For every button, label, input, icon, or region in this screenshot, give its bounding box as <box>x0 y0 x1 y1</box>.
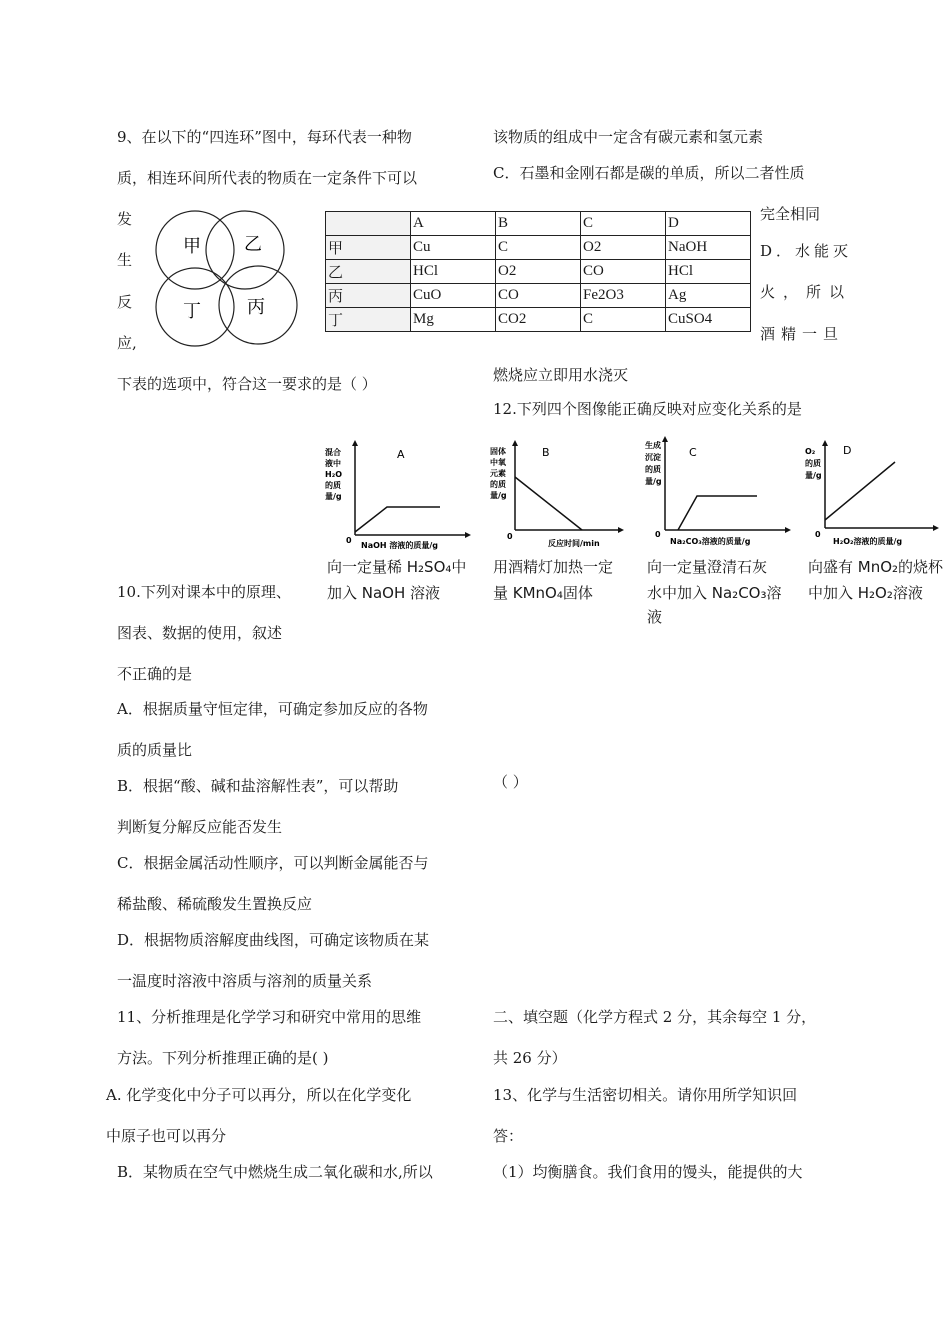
graph-a-x-arrow <box>465 532 471 538</box>
q12-title: 12.下列四个图像能正确反映对应变化关系的是 <box>493 400 802 418</box>
q10-line2: 图表、数据的使用，叙述 <box>117 624 283 642</box>
ring-label-ding: 丁 <box>183 301 201 322</box>
table-cell <box>326 212 411 236</box>
table-cell: O2 <box>496 260 581 284</box>
graph-d-x-arrow <box>933 525 939 531</box>
table-cell: D <box>666 212 751 236</box>
graph-b-ylabel-5: 量/g <box>490 491 507 500</box>
table-cell: O2 <box>581 236 666 260</box>
q10-line1: 10.下列对课本中的原理、 <box>117 583 291 601</box>
table-cell: 甲 <box>326 236 411 260</box>
graph-d-ylabel-1: O₂ <box>805 447 816 456</box>
q13-line2: 答： <box>493 1127 524 1145</box>
graph-d-origin: 0 <box>815 530 821 539</box>
q10-option-c-2: 稀盐酸、稀硫酸发生置换反应 <box>117 895 313 913</box>
four-rings-diagram <box>148 205 308 355</box>
table-row <box>326 284 751 308</box>
graph-a-ylabel-4: 的质 <box>325 481 341 490</box>
table-cell: C <box>581 308 666 332</box>
graph-c-ylabel-2: 沉淀 <box>645 453 661 462</box>
graph-a-y-arrow <box>352 440 358 446</box>
table-cell: NaOH <box>666 236 751 260</box>
table-cell: A <box>411 212 496 236</box>
graph-a-ylabel-2: 液中 <box>325 459 341 468</box>
right-line-1: 该物质的组成中一定含有碳元素和氢元素 <box>493 128 764 146</box>
graph-d-label: D <box>843 444 852 457</box>
q9-line2: 质，相连环间所代表的物质在一定条件下可以 <box>117 169 418 187</box>
graph-c-curve <box>678 496 757 530</box>
graph-a-caption-1: 向一定量稀 H₂SO₄中 <box>327 558 467 576</box>
graph-b-caption-2: 量 KMnO₄固体 <box>493 584 593 602</box>
q11-option-b-1: B．某物质在空气中燃烧生成二氧化碳和水,所以 <box>117 1163 433 1181</box>
q9-line-after: 下表的选项中，符合这一要求的是（ ） <box>117 375 377 393</box>
table-cell: CuSO4 <box>666 308 751 332</box>
q9-vert-2: 生 <box>117 251 133 269</box>
q9-vert-1: 发 <box>117 210 133 228</box>
q10-option-a-1: A．根据质量守恒定律，可确定参加反应的各物 <box>117 700 428 718</box>
graph-c-y-arrow <box>662 436 668 442</box>
graph-b-ylabel-1: 固体 <box>490 447 506 456</box>
right-line-6: 酒精一旦 <box>760 325 845 343</box>
table-row <box>326 308 751 332</box>
graph-d-ylabel-3: 量/g <box>805 471 822 480</box>
graph-b-ylabel-2: 中氧 <box>490 458 506 467</box>
graph-a <box>325 440 475 555</box>
q10-option-d-2: 一温度时溶液中溶质与溶剂的质量关系 <box>117 972 373 990</box>
right-line-4: D．水能灭 <box>760 242 853 260</box>
graph-c-ylabel-3: 的质 <box>645 465 661 474</box>
q9-vert-3: 反 <box>117 293 133 311</box>
graph-d-xlabel: H₂O₂溶液的质量/g <box>833 537 903 546</box>
q9-options-table <box>325 211 751 332</box>
graph-b <box>490 440 630 555</box>
table-cell: CuO <box>411 284 496 308</box>
graph-c-origin: 0 <box>655 530 661 539</box>
graph-a-xlabel: NaOH 溶液的质量/g <box>361 541 439 550</box>
graph-c-label: C <box>689 446 697 459</box>
graph-c-x-arrow <box>785 527 791 533</box>
q9-line1: 9、在以下的“四连环”图中，每环代表一种物 <box>117 128 412 146</box>
table-cell: HCl <box>666 260 751 284</box>
graph-c <box>645 436 795 551</box>
table-row <box>326 236 751 260</box>
q11-option-a-1: A. 化学变化中分子可以再分，所以在化学变化 <box>106 1086 412 1104</box>
table-cell: 丙 <box>326 284 411 308</box>
graph-b-curve <box>515 477 582 530</box>
graph-d <box>805 440 945 555</box>
right-line-3: 完全相同 <box>760 205 821 223</box>
table-cell: CO2 <box>496 308 581 332</box>
graph-b-x-arrow <box>618 527 624 533</box>
table-cell: C <box>496 236 581 260</box>
ring-label-bing: 丙 <box>247 297 265 318</box>
graph-d-y-arrow <box>822 440 828 446</box>
table-cell: Cu <box>411 236 496 260</box>
q10-option-a-2: 质的质量比 <box>117 741 193 759</box>
ring-label-yi: 乙 <box>244 234 262 255</box>
graph-d-caption-2: 中加入 H₂O₂溶液 <box>808 584 923 602</box>
q13-line3: （1）均衡膳食。我们食用的馒头，能提供的大 <box>493 1163 803 1181</box>
graph-a-caption-2: 加入 NaOH 溶液 <box>327 584 441 602</box>
table-cell: B <box>496 212 581 236</box>
q9-vert-4: 应, <box>117 334 137 352</box>
right-line-2: C．石墨和金刚石都是碳的单质，所以二者性质 <box>493 164 805 182</box>
graph-c-caption-2: 水中加入 Na₂CO₃溶 <box>647 584 782 602</box>
graph-a-ylabel-5: 量/g <box>325 492 342 501</box>
table-row <box>326 260 751 284</box>
table-cell: 乙 <box>326 260 411 284</box>
graph-d-curve <box>825 462 895 520</box>
graph-d-caption-1: 向盛有 MnO₂的烧杯 <box>808 558 944 576</box>
table-cell: CO <box>496 284 581 308</box>
q11-line1: 11、分析推理是化学学习和研究中常用的思维 <box>117 1008 422 1026</box>
table-cell: CO <box>581 260 666 284</box>
table-cell: Ag <box>666 284 751 308</box>
table-cell: 丁 <box>326 308 411 332</box>
graph-b-origin: 0 <box>507 532 513 541</box>
q12-answer-paren: （ ） <box>493 773 528 791</box>
right-line-5: 火，所以 <box>760 283 853 301</box>
graph-a-origin: 0 <box>346 536 352 545</box>
ring-label-jia: 甲 <box>183 236 201 257</box>
graph-b-xlabel: 反应时间/min <box>548 539 600 548</box>
q13-line1: 13、化学与生活密切相关。请你用所学知识回 <box>493 1086 798 1104</box>
q10-line3: 不正确的是 <box>117 665 193 683</box>
graph-b-ylabel-3: 元素 <box>490 469 506 478</box>
graph-b-y-arrow <box>512 440 518 446</box>
graph-c-ylabel-4: 量/g <box>645 477 662 486</box>
graph-c-caption-3: 液 <box>647 608 663 626</box>
graph-a-label: A <box>397 448 405 461</box>
graph-c-ylabel-1: 生成 <box>645 441 661 450</box>
graph-c-caption-1: 向一定量澄清石灰 <box>647 558 768 576</box>
q11-line2: 方法。下列分析推理正确的是( ) <box>117 1049 329 1067</box>
table-cell: HCl <box>411 260 496 284</box>
q10-option-b-1: B．根据“酸、碱和盐溶解性表”，可以帮助 <box>117 777 399 795</box>
graph-b-label: B <box>542 446 550 459</box>
graph-a-ylabel-3: H₂O <box>325 470 342 479</box>
table-cell: Mg <box>411 308 496 332</box>
table-cell: C <box>581 212 666 236</box>
q10-option-b-2: 判断复分解反应能否发生 <box>117 818 283 836</box>
table-cell: Fe2O3 <box>581 284 666 308</box>
graph-b-caption-1: 用酒精灯加热一定 <box>493 558 614 576</box>
graph-a-curve <box>355 507 440 532</box>
right-line-7: 燃烧应立即用水浇灭 <box>493 366 629 384</box>
graph-a-ylabel-1: 混合 <box>325 448 341 457</box>
q10-option-c-1: C．根据金属活动性顺序，可以判断金属能否与 <box>117 854 429 872</box>
q10-option-d-1: D．根据物质溶解度曲线图，可确定该物质在某 <box>117 931 430 949</box>
graph-d-ylabel-2: 的质 <box>805 459 821 468</box>
graph-c-xlabel: Na₂CO₃溶液的质量/g <box>670 537 751 546</box>
section2-line2: 共 26 分） <box>493 1049 567 1067</box>
graph-b-ylabel-4: 的质 <box>490 480 506 489</box>
q11-option-a-2: 中原子也可以再分 <box>106 1127 227 1145</box>
table-row <box>326 212 751 236</box>
section2-line1: 二、填空题（化学方程式 2 分，其余每空 1 分， <box>493 1008 817 1026</box>
